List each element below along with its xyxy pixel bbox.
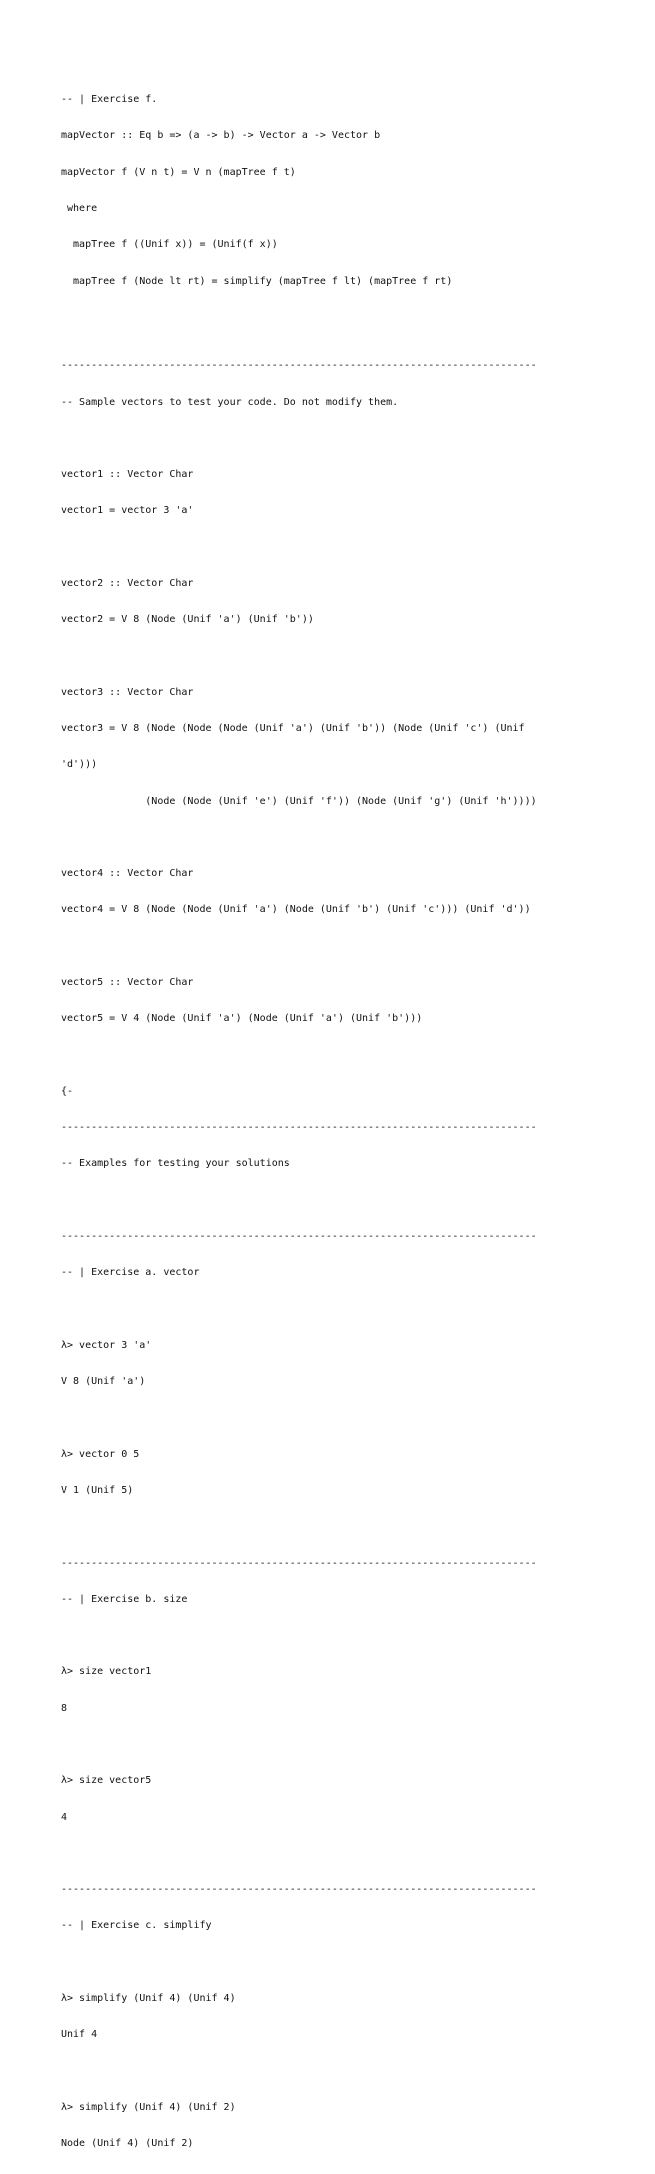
vector1-signature: vector1 :: Vector Char xyxy=(61,469,194,481)
vector3-definition-cont: (Node (Node (Unif 'e') (Unif 'f')) (Node (Unif 'g') (Unif 'h')))) xyxy=(61,795,537,807)
example-prompt: λ> simplify (Unif 4) (Unif 2) xyxy=(61,2101,236,2113)
vector4-definition: vector4 = V 8 (Node (Node (Unif 'a') (Node (Unif 'b') (Unif 'c'))) (Unif 'd')) xyxy=(61,904,531,916)
vector3-definition: vector3 = V 8 (Node (Node (Node (Unif 'a') (Unif 'b')) (Node (Unif 'c') (Unif xyxy=(61,723,525,735)
sample-vectors-comment: -- Sample vectors to test your code. Do not modify them. xyxy=(61,396,399,408)
code-listing xyxy=(61,70,646,2174)
vector3-signature: vector3 :: Vector Char xyxy=(61,686,194,698)
example-result: 8 xyxy=(61,1702,68,1714)
vector3-definition-wrap: 'd'))) xyxy=(61,759,98,771)
exercise-f-comment: -- | Exercise f. xyxy=(61,94,158,106)
example-prompt: λ> simplify (Unif 4) (Unif 4) xyxy=(61,1992,236,2004)
vector1-definition: vector1 = vector 3 'a' xyxy=(61,505,194,517)
example-prompt: λ> vector 3 'a' xyxy=(61,1339,152,1351)
mapvector-definition: mapVector f (V n t) = V n (mapTree f t) xyxy=(61,166,296,178)
maptree-unif-case: mapTree f ((Unif x)) = (Unif(f x)) xyxy=(61,239,278,251)
exercise-a-comment: -- | Exercise a. vector xyxy=(61,1267,200,1279)
separator-line: ------------------------------------------------------------------------------- xyxy=(61,1231,537,1242)
separator-line: ------------------------------------------------------------------------------- xyxy=(61,1557,537,1569)
separator-line: ------------------------------------------------------------------------------- xyxy=(61,1884,537,1896)
separator-line: ------------------------------------------------------------------------------- xyxy=(61,1122,537,1134)
vector4-signature: vector4 :: Vector Char xyxy=(61,868,194,880)
example-result: V 1 (Unif 5) xyxy=(61,1484,134,1496)
example-result: Unif 4 xyxy=(61,2029,98,2041)
where-clause: where xyxy=(61,203,98,215)
separator-line: ------------------------------------------------------------------------------- xyxy=(61,360,537,372)
exercise-b-comment: -- | Exercise b. size xyxy=(61,1593,188,1605)
example-prompt: λ> size vector5 xyxy=(61,1775,152,1787)
block-comment-open: {- xyxy=(61,1085,74,1097)
maptree-node-case: mapTree f (Node lt rt) = simplify (mapTree f lt) (mapTree f rt) xyxy=(61,275,453,287)
examples-comment: -- Examples for testing your solutions xyxy=(61,1158,290,1170)
vector2-signature: vector2 :: Vector Char xyxy=(61,577,194,589)
exercise-c-comment: -- | Exercise c. simplify xyxy=(61,1920,212,1932)
vector5-definition: vector5 = V 4 (Node (Unif 'a') (Node (Unif 'a') (Unif 'b'))) xyxy=(61,1013,423,1025)
example-result: V 8 (Unif 'a') xyxy=(61,1376,146,1388)
mapvector-signature: mapVector :: Eq b => (a -> b) -> Vector a -> Vector b xyxy=(61,130,381,142)
vector5-signature: vector5 :: Vector Char xyxy=(61,977,194,989)
example-prompt: λ> vector 0 5 xyxy=(61,1448,140,1460)
example-result: 4 xyxy=(61,1811,68,1823)
vector2-definition: vector2 = V 8 (Node (Unif 'a') (Unif 'b')) xyxy=(61,614,314,626)
example-prompt: λ> size vector1 xyxy=(61,1666,152,1678)
example-result: Node (Unif 4) (Unif 2) xyxy=(61,2138,194,2150)
